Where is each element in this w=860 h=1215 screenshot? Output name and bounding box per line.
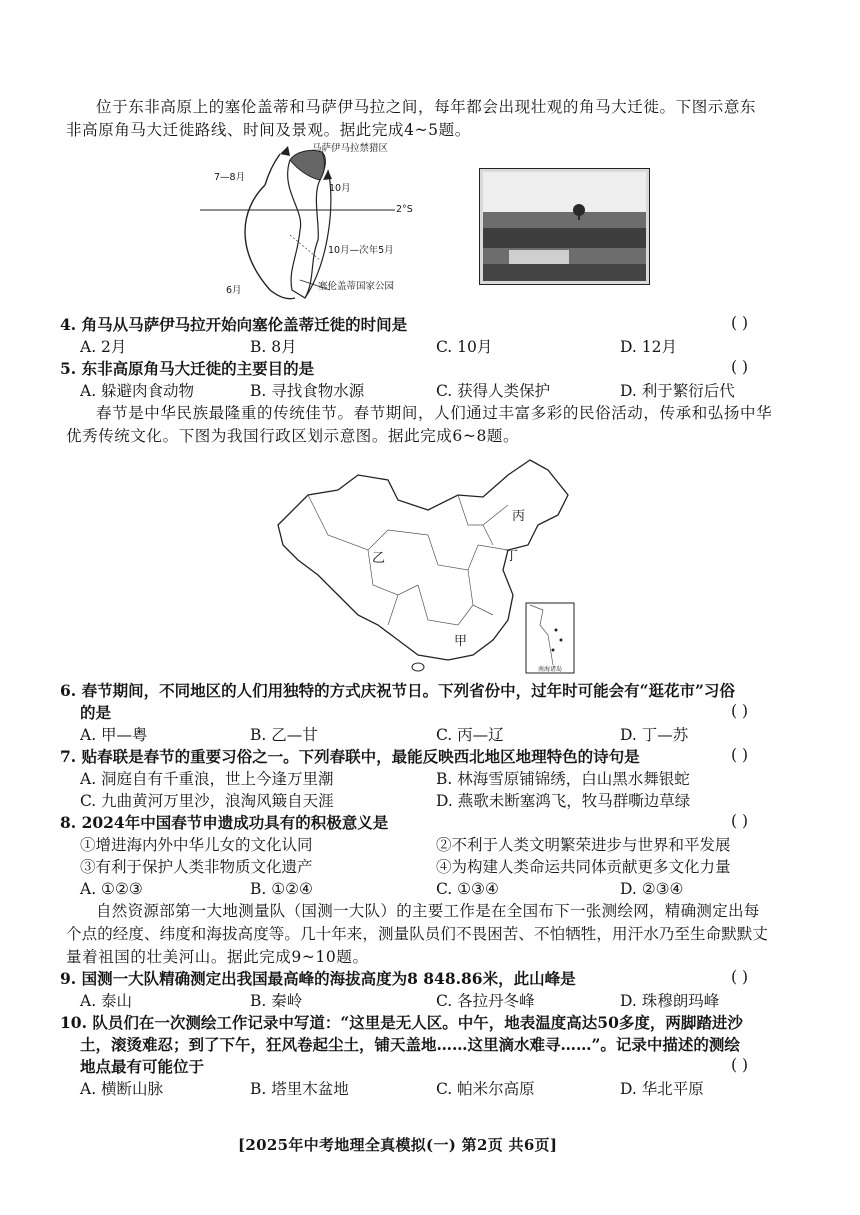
page-footer: [2025年中考地理全真模拟(一) 第2页 共6页]	[238, 1136, 558, 1154]
q8-item-1: ①增进海内外中华儿女的文化认同	[80, 836, 313, 854]
month-label-jul-aug: 7—8月	[214, 172, 246, 183]
q5-option-c[interactable]: C. 获得人类保护	[436, 382, 551, 400]
question-8-answer-bracket[interactable]: ( )	[731, 812, 749, 830]
month-label-oct-may: 10月—次年5月	[328, 245, 394, 256]
q10-option-b[interactable]: B. 塔里木盆地	[250, 1080, 349, 1098]
question-10-answer-bracket[interactable]: ( )	[731, 1056, 749, 1074]
map-label-yi: 乙	[372, 551, 386, 566]
intro-paragraph-3-line1: 自然资源部第一大地测量队（国测一大队）的主要工作是在全国布下一张测绘网，精确测定出每	[96, 902, 760, 920]
q8-option-c[interactable]: C. ①③④	[436, 880, 499, 898]
wildebeest-photo	[479, 168, 650, 285]
map-inset-label: 南海诸岛	[538, 666, 563, 673]
q5-option-b[interactable]: B. 寻找食物水源	[250, 382, 365, 400]
q6-option-a[interactable]: A. 甲—粤	[80, 726, 148, 744]
q10-option-d[interactable]: D. 华北平原	[620, 1080, 704, 1098]
q4-option-a[interactable]: A. 2月	[80, 338, 127, 356]
q8-option-d[interactable]: D. ②③④	[620, 880, 684, 898]
question-10-line1: 10. 队员们在一次测绘工作记录中写道：“这里是无人区。中午，地表温度高达50多度，两脚踏进沙	[60, 1013, 743, 1032]
q9-option-b[interactable]: B. 秦岭	[250, 992, 303, 1010]
q10-option-c[interactable]: C. 帕米尔高原	[436, 1080, 535, 1098]
q5-option-a[interactable]: A. 躲避肉食动物	[80, 382, 195, 400]
migration-route-diagram	[180, 140, 440, 310]
question-10-line3: 地点最有可能位于	[80, 1057, 205, 1076]
question-4-stem: 4. 角马从马萨伊马拉开始向塞伦盖蒂迁徙的时间是	[60, 315, 408, 334]
q6-option-c[interactable]: C. 丙—辽	[436, 726, 504, 744]
question-9-stem: 9. 国测一大队精确测定出我国最高峰的海拔高度为8 848.86米，此山峰是	[60, 969, 576, 988]
q7-option-a[interactable]: A. 洞庭自有千重浪，世上今逢万里潮	[80, 770, 334, 788]
question-6-line2: 的是	[80, 703, 112, 722]
map-label-bing: 丙	[512, 509, 526, 524]
intro-paragraph-1-line2: 非高原角马大迁徙路线、时间及景观。据此完成4~5题。	[66, 121, 471, 139]
q4-option-c[interactable]: C. 10月	[436, 338, 493, 356]
q6-option-b[interactable]: B. 乙—甘	[250, 726, 318, 744]
question-4-answer-bracket[interactable]: ( )	[731, 314, 749, 332]
reserve-label: 马萨伊马拉禁猎区	[312, 143, 389, 154]
q8-option-a[interactable]: A. ①②③	[80, 880, 143, 898]
intro-paragraph-2-line1: 春节是中华民族最隆重的传统佳节。春节期间，人们通过丰富多彩的民俗活动，传承和弘扬中华	[96, 404, 773, 422]
intro-paragraph-2-line2: 优秀传统文化。下图为我国行政区划示意图。据此完成6~8题。	[66, 427, 520, 445]
month-label-oct: 10月	[329, 183, 351, 194]
china-admin-map	[268, 455, 588, 680]
q10-option-a[interactable]: A. 横断山脉	[80, 1080, 164, 1098]
q9-option-c[interactable]: C. 各拉丹冬峰	[436, 992, 535, 1010]
q7-option-b[interactable]: B. 林海雪原铺锦绣，白山黑水舞银蛇	[436, 770, 690, 788]
q8-item-3: ③有利于保护人类非物质文化遗产	[80, 858, 313, 876]
question-9-answer-bracket[interactable]: ( )	[731, 968, 749, 986]
q8-option-b[interactable]: B. ①②④	[250, 880, 313, 898]
q4-option-d[interactable]: D. 12月	[620, 338, 677, 356]
question-8-stem: 8. 2024年中国春节申遗成功具有的积极意义是	[60, 813, 389, 832]
question-10-line2: 土，滚烫难忍；到了下午，狂风卷起尘土，铺天盖地……这里滴水难寻……”。记录中描述的测绘	[80, 1035, 740, 1054]
q6-option-d[interactable]: D. 丁—苏	[620, 726, 689, 744]
intro-paragraph-3-line3: 量着祖国的壮美河山。据此完成9~10题。	[66, 948, 369, 966]
intro-paragraph-1-line1: 位于东非高原上的塞伦盖蒂和马萨伊马拉之间，每年都会出现壮观的角马大迁徙。下图示意东	[96, 98, 757, 116]
q4-option-b[interactable]: B. 8月	[250, 338, 297, 356]
q8-item-2: ②不利于人类文明繁荣进步与世界和平发展	[436, 836, 731, 854]
q5-option-d[interactable]: D. 利于繁衍后代	[620, 382, 735, 400]
map-label-jia: 甲	[454, 634, 468, 649]
question-5-answer-bracket[interactable]: ( )	[731, 358, 749, 376]
latitude-label: 2°S	[396, 204, 413, 215]
q8-item-4: ④为构建人类命运共同体贡献更多文化力量	[436, 858, 731, 876]
month-label-jun: 6月	[226, 285, 242, 296]
intro-paragraph-3-line2: 个点的经度、纬度和海拔高度等。几十年来，测量队员们不畏困苦、不怕牺牲，用汗水乃至生命默默丈	[66, 925, 769, 943]
q7-option-c[interactable]: C. 九曲黄河万里沙，浪淘风簸自天涯	[80, 792, 334, 810]
question-6-answer-bracket[interactable]: ( )	[731, 702, 749, 720]
q7-option-d[interactable]: D. 燕歌未断塞鸿飞，牧马群嘶边草绿	[436, 792, 691, 810]
park-label: 塞伦盖蒂国家公园	[318, 281, 395, 292]
question-7-answer-bracket[interactable]: ( )	[731, 746, 749, 764]
map-label-ding: 丁	[505, 549, 519, 564]
q9-option-a[interactable]: A. 泰山	[80, 992, 133, 1010]
question-5-stem: 5. 东非高原角马大迁徙的主要目的是	[60, 359, 315, 378]
question-6-line1: 6. 春节期间，不同地区的人们用独特的方式庆祝节日。下列省份中，过年时可能会有“逛花市”习俗	[60, 681, 735, 700]
q9-option-d[interactable]: D. 珠穆朗玛峰	[620, 992, 720, 1010]
question-7-stem: 7. 贴春联是春节的重要习俗之一。下列春联中，最能反映西北地区地理特色的诗句是	[60, 747, 640, 766]
